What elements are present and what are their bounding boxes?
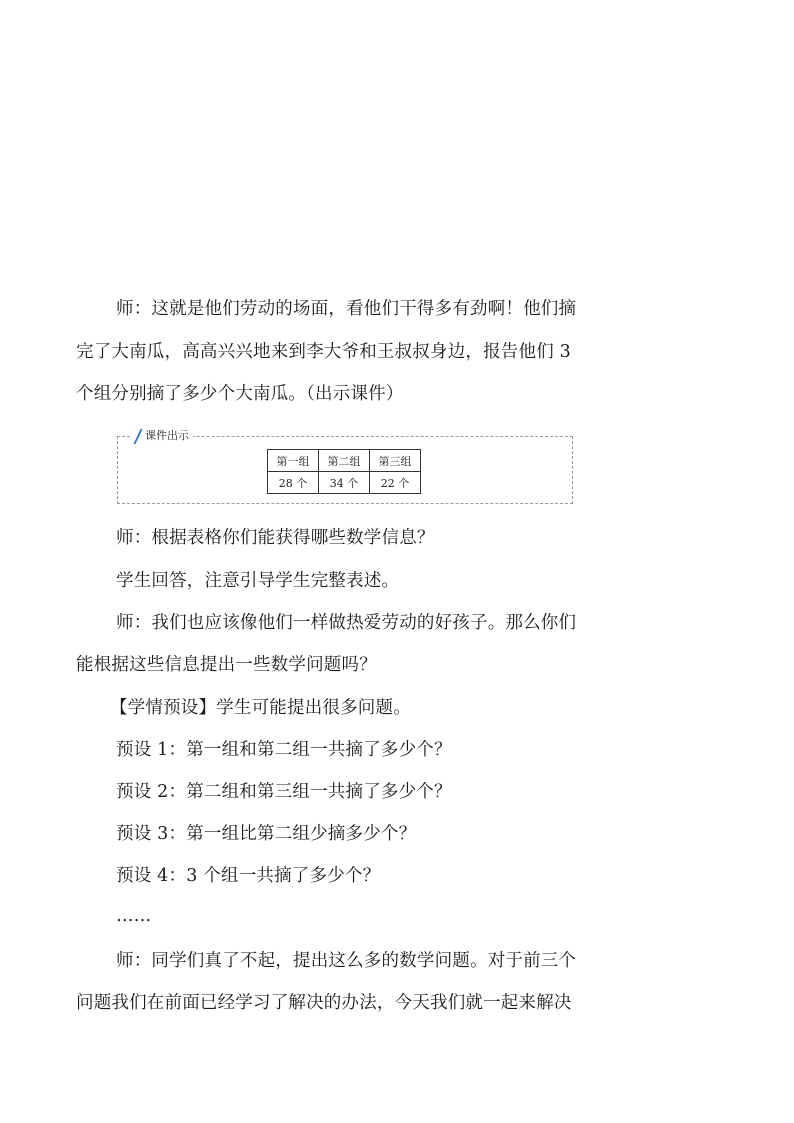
table-header-cell: 第三组 (370, 450, 421, 472)
preset-intro: 【学情预设】学生可能提出很多问题。 (110, 698, 411, 718)
question-line: 师：根据表格你们能获得哪些数学信息？ (116, 528, 435, 548)
paragraph-1-line-3: 个组分别摘了多少个大南瓜。（出示课件） (76, 384, 404, 404)
preset-3: 预设 3：第一组比第二组少摘多少个？ (116, 824, 417, 844)
courseware-label-text: 课件出示 (145, 429, 189, 442)
table-cell: 22 个 (370, 472, 421, 494)
paragraph-1-line-1: 师：这就是他们劳动的场面，看他们干得多有劲啊！他们摘 (116, 299, 577, 319)
paragraph-2-line-2: 能根据这些信息提出一些数学问题吗？ (76, 655, 377, 675)
courseware-box (117, 429, 573, 504)
preset-4: 预设 4：3 个组一共摘了多少个？ (116, 866, 381, 886)
table-header-cell: 第一组 (268, 450, 319, 472)
table-row (268, 472, 421, 494)
answer-note: 学生回答，注意引导学生完整表述。 (116, 571, 400, 591)
slash-icon (134, 429, 142, 443)
pumpkin-count-table (267, 449, 421, 494)
ellipsis: …… (116, 906, 152, 926)
table-header-row (268, 450, 421, 472)
preset-2: 预设 2：第二组和第三组一共摘了多少个？ (116, 782, 452, 802)
table-cell: 28 个 (268, 472, 319, 494)
paragraph-3-line-1: 师：同学们真了不起，提出这么多的数学问题。对于前三个 (116, 951, 577, 971)
paragraph-1-line-2: 完了大南瓜，高高兴兴地来到李大爷和王叔叔身边，报告他们 3 (76, 342, 571, 362)
paragraph-3-line-2: 问题我们在前面已经学习了解决的办法，今天我们就一起来解决 (76, 993, 572, 1013)
courseware-label (132, 428, 193, 444)
table-cell: 34 个 (319, 472, 370, 494)
paragraph-2-line-1: 师：我们也应该像他们一样做热爱劳动的好孩子。那么你们 (116, 613, 577, 633)
table-header-cell: 第二组 (319, 450, 370, 472)
preset-1: 预设 1：第一组和第二组一共摘了多少个？ (116, 740, 452, 760)
